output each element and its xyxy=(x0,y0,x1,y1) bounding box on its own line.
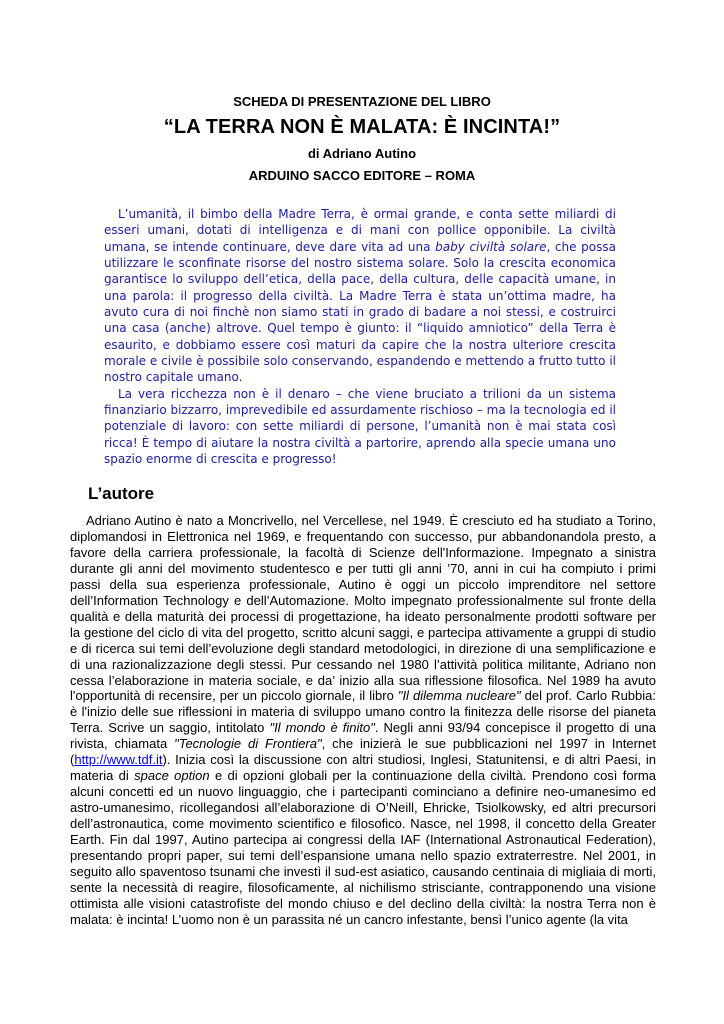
website-link[interactable]: http://www.tdf.it xyxy=(74,752,163,768)
bio-magazine-title: "Tecnologie di Frontiera" xyxy=(174,736,322,752)
bio-emphasis: space option xyxy=(134,768,210,784)
synopsis-paragraph-1 xyxy=(104,206,616,386)
bio-text: . Negli anni 93/94 concepisce il progetto di una rivista, chiamata xyxy=(70,720,656,752)
book-title: “LA TERRA NON È MALATA: È INCINTA!” xyxy=(163,116,561,138)
bio-book-title: "Il dilemma nucleare" xyxy=(397,688,521,704)
synopsis-text: L’umanità, il bimbo della Madre Terra, è ormai grande, e conta sette miliardi di esseri umani, dotati di intelligenza e di mani con pollice opponibile. La civiltà umana, se intende continuare, deve dare vita ad una xyxy=(104,207,616,254)
book-author: di Adriano Autino xyxy=(307,146,417,161)
author-biography xyxy=(70,513,656,928)
biography-paragraph xyxy=(70,513,656,928)
synopsis-emphasis: baby civiltà solare xyxy=(435,239,547,254)
synopsis-paragraph-2: La vera ricchezza non è il denaro – che viene bruciato a trilioni da un sistema finanziario bizzarro, imprevedibile ed assurdamente rischioso – ma la tecnologia ed il potenziale di lavoro: con sette miliardi di persone, l’umanità non è mai stata così ricca! È tempo di aiutare la nostra civiltà a partorire, aprendo alla specie umana uno spazio enorme di crescita e progresso! xyxy=(104,386,616,467)
bio-text: ). Inizia così la discussione con altri studiosi, Inglesi, Statunitensi, e di altri Paesi, in materia di xyxy=(70,752,656,784)
bio-text: del prof. Carlo Rubbia: è l'inizio delle sue riflessioni in materia di sviluppo umano contro la finitezza delle risorse del pianeta Terra. Scrive un saggio, intitolato xyxy=(70,688,656,736)
synopsis-block xyxy=(104,206,616,468)
bio-essay-title: "Il mondo è finito" xyxy=(269,720,375,736)
document-pretitle: SCHEDA DI PRESENTAZIONE DEL LIBRO xyxy=(233,94,491,109)
bio-text: , che inizierà le sue pubblicazioni nel 1997 in Internet ( xyxy=(70,736,656,768)
synopsis-text: , che possa utilizzare le sconfinate risorse del nostro sistema solare. Solo la crescita economica garantisce lo sviluppo dell’etica, della pace, della cultura, delle capacità umane, in una parola: il progresso della civiltà. La Madre Terra è stata un’ottima madre, ha avuto cura di noi finchè non siamo stati in grado di badare a noi stessi, e costruirci una casa (anche) altrove. Quel tempo è giunto: il “liquido amniotico” della Terra è esaurito, e dobbiamo essere così maturi da capire che la nostra ulteriore crescita morale e civile è possibile solo conservando, espandendo e mettendo a frutto tutto il nostro capitale umano. xyxy=(104,239,616,385)
bio-text: Adriano Autino è nato a Moncrivello, nel Vercellese, nel 1949. È cresciuto ed ha studiato a Torino, diplomandosi in Elettronica nel 1969, e frequentando con successo, pur abbandonandola presto, a favore della carriera professionale, la facoltà di Scienze dell'Informazione. Impegnato a sinistra durante gli anni del movimento studentesco e per tutti gli anni ’70, anni in cui ha compiuto i primi passi della sua esperienza professionale, Autino è oggi un piccolo imprenditore nel settore dell’Information Technology e dell’Automazione. Molto impegnato professionalmente sul fronte della qualità e della maturità dei processi di progettazione, ha ideato personalmente prodotti software per la gestione del ciclo di vita del progetto, scritto alcuni saggi, e partecipa attivamente a gruppi di studio e di ricerca sui temi dell’evoluzione degli standard metodologici, in direzione di una semplificazione e di una razionalizzazione degli stessi. Pur cessando nel 1980 l’attività politica militante, Adriano non cessa l’elaborazione in materia sociale, e da’ inizio alla sua riflessione filosofica. Nel 1989 ha avuto l'opportunità di recensire, per un piccolo giornale, il libro xyxy=(70,513,656,704)
bio-text: e di opzioni globali per la continuazione della civiltà. Prendono così forma alcuni concetti ed un nuovo linguaggio, che i partecipanti cominciano a definire neo-umanesimo ed astro-umanesimo, ricollegandosi all’elaborazione di O’Neill, Ehricke, Tsiolkowsky, ed altri precursori dell’astronautica, come movimento scientifico e filosofico. Nasce, nel 1998, il concetto della Greater Earth. Fin dal 1997, Autino partecipa ai congressi della IAF (International Astronautical Federation), presentando propri paper, sui temi dell’espansione umana nello spazio extraterrestre. Nel 2001, in seguito allo spaventoso tsunami che investì il sud-est asiatico, causando centinaia di migliaia di morti, sente la necessità di reagire, filosoficamente, al nichilismo strisciante, contrapponendo una visione ottimista alle visioni catastrofiste del mondo chiuso e del declino della civiltà: la nostra Terra non è malata: è incinta! L’uomo non è un parassita né un cancro infestante, bensì l’unico agente (la vita xyxy=(70,768,656,927)
book-publisher: ARDUINO SACCO EDITORE – ROMA xyxy=(248,168,476,183)
author-section-heading: L’autore xyxy=(88,484,155,503)
